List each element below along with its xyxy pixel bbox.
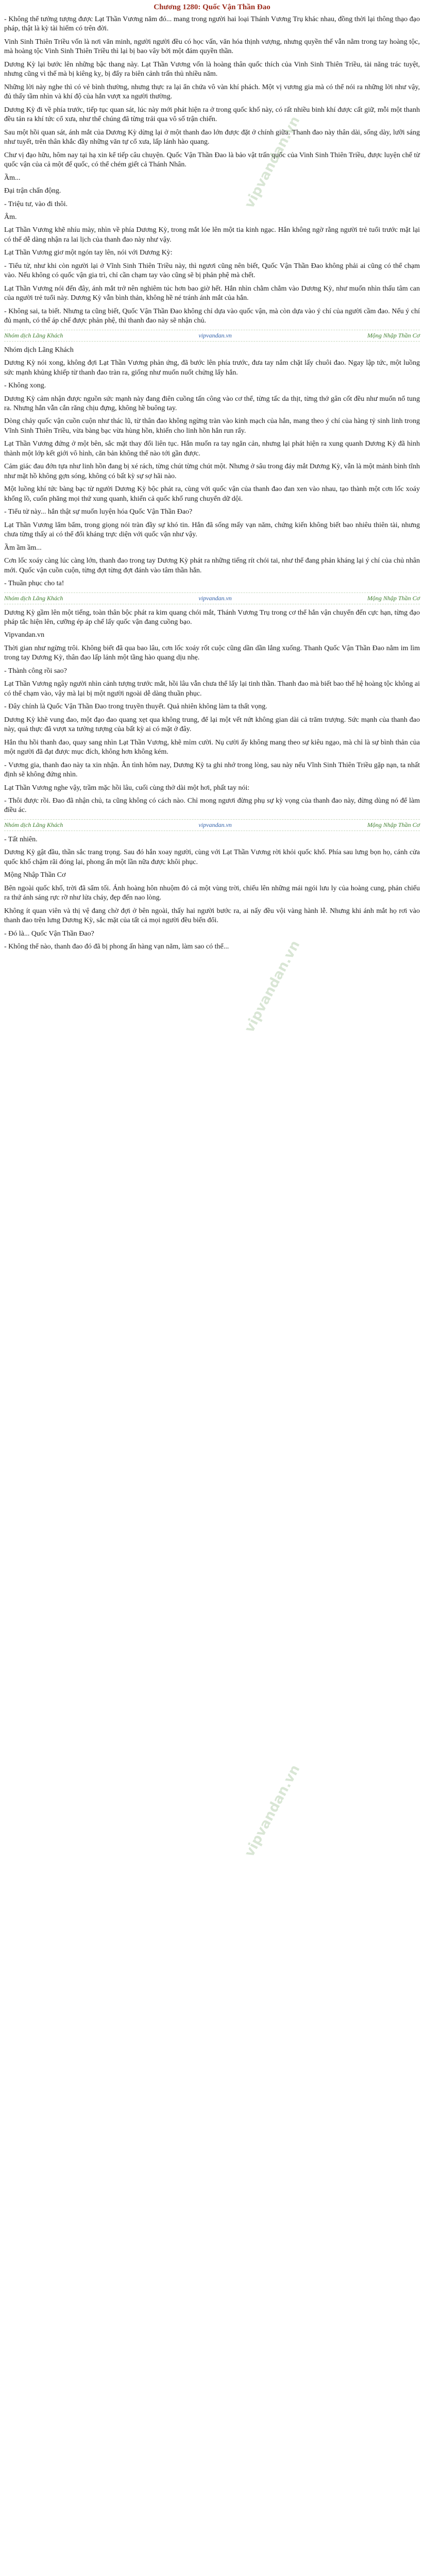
paragraph: Lạt Thần Vương nói đến đây, ánh mắt trở nên nghiêm túc hơn bao giờ hết. Hắn nhìn chằm chằm vào Dương Kỳ, như muốn nhìn thấu tâm can của người trẻ tuổi này. Dương Kỳ vẫn bình thản, không hề né tránh ánh mắt của hắn. [4, 284, 420, 302]
paragraph: Âm. [4, 213, 17, 221]
divider-center: vipvandan.vn [198, 594, 232, 602]
paragraph: Bên ngoài quốc khố, trời đã sẩm tối. Ánh hoàng hôn nhuộm đỏ cả một vùng trời, chiếu lên những mái ngói lưu ly của hoàng cung, phản chiếu ra thứ ánh sáng rực rỡ như lửa cháy, đẹp đến nao lòng. [4, 884, 420, 902]
paragraph: Vipvandan.vn [4, 631, 45, 639]
divider-left: Nhóm dịch Lãng Khách [4, 821, 63, 828]
paragraph: Cảm giác đau đớn tựa như linh hồn đang bị xé rách, từng chút từng chút một. Nhưng ở sâu trong đáy mắt Dương Kỳ, vẫn là một mảnh bình tĩnh như mặt hồ không gợn sóng, không có bất kỳ sự sợ hãi nào. [4, 463, 420, 480]
section-divider [4, 819, 420, 831]
paragraph: Nhóm dịch Lãng Khách [4, 346, 74, 354]
paragraph: - Thôi được rồi. Đao đã nhận chủ, ta cũng không có cách nào. Chỉ mong ngươi đừng phụ sự kỳ vọng của thanh đao này, đừng dùng nó để làm điều ác. [4, 797, 420, 815]
paragraph: Lạt Thần Vương lẩm bẩm, trong giọng nói tràn đầy sự khó tin. Hắn đã sống mấy vạn năm, chứng kiến không biết bao nhiêu thiên tài, nhưng chưa từng thấy ai có thể đối kháng trực diện với quốc vận như vậy. [4, 521, 420, 539]
paragraph: Ầm... [4, 174, 21, 182]
paragraph: Dương Kỳ cảm nhận được nguồn sức mạnh này đang điên cuồng tấn công vào cơ thể, từng tấc da thịt, từng thớ gân cốt đều như muốn nổ tung ra. Nhưng hắn vẫn cắn răng chịu đựng, không hề buông tay. [4, 395, 420, 412]
paragraph: Chư vị đạo hữu, hôm nay tại hạ xin kể tiếp câu chuyện. Quốc Vận Thần Đao là bảo vật trấn quốc của Vinh Sinh Thiên Triều, được luyện chế từ quốc vận của cả một đế quốc, có thể chém giết cả Thánh Nhân. [4, 151, 420, 169]
paragraph: - Tiểu tử, như khi còn người lại ở Vĩnh Sinh Thiên Triều này, thì ngươi cũng nên biết, Quốc Vận Thần Đao không phải ai cũng có thể chạm vào. Nếu không có quốc vận gia trì, chỉ cần chạm tay vào cũng sẽ bị phản phệ mà chết. [4, 262, 420, 280]
divider-right: Mộng Nhập Thần Cơ [367, 594, 420, 602]
paragraph: - Không xong. [4, 382, 46, 390]
paragraph: - Triệu tư, vào đi thôi. [4, 200, 68, 208]
paragraph: Lạt Thần Vương đứng ở một bên, sắc mặt thay đổi liên tục. Hắn muốn ra tay ngăn cản, nhưng lại phát hiện ra xung quanh Dương Kỳ đã hình thành một lớp kết giới vô hình, căn bản không thể nào tới gần được. [4, 440, 420, 457]
paragraph: Ầm ầm ầm... [4, 544, 42, 552]
paragraph: Lạt Thần Vương giơ một ngón tay lên, nói với Dương Kỳ: [4, 249, 173, 257]
watermark-text: vipvandan.vn [242, 938, 303, 1036]
paragraph: - Đó là... Quốc Vận Thần Đao? [4, 929, 94, 938]
paragraph: Sau một hồi quan sát, ánh mắt của Dương Kỳ dừng lại ở một thanh đao lớn được đặt ở chính giữa. Thanh đao này thân dài, sống dày, lưỡi sáng như tuyết, trên thân khắc đầy những văn tự cổ xưa, lấp lánh hào quang. [4, 128, 420, 146]
paragraph: Dương Kỳ lại bước lên những bậc thang này. Lạt Thần Vương vốn là hoàng thân quốc thích của Vinh Sinh Thiên Triều, tài năng trác tuyệt, nhưng cũng vì thế mà bị kiêng kỵ, bị đẩy ra biên cảnh trấn thủ nhiều năm. [4, 60, 420, 78]
divider-center: vipvandan.vn [198, 331, 232, 339]
paragraph: Lạt Thần Vương ngây người nhìn cảnh tượng trước mắt, hồi lâu vẫn chưa thể lấy lại tinh thần. Thanh đao mà biết bao thế hệ hoàng tộc không ai có thể chạm vào, vậy mà lại bị một người ngoài dễ dàng thuần phục. [4, 680, 420, 698]
paragraph: - Không sai, ta biết. Nhưng ta cũng biết, Quốc Vận Thần Đao không chỉ dựa vào quốc vận, mà còn dựa vào ý chí của người cầm đao. Nếu ý chí đủ mạnh, có thể áp chế được phản phệ, thì thanh đao này sẽ nhận chủ. [4, 307, 420, 325]
paragraph: Lạt Thần Vương nghe vậy, trầm mặc hồi lâu, cuối cùng thở dài một hơi, phất tay nói: [4, 784, 250, 792]
paragraph: Dương Kỳ gầm lên một tiếng, toàn thân bộc phát ra kim quang chói mắt, Thánh Vương Trụ trong cơ thể hắn vận chuyển đến cực hạn, từng đạo pháp tắc hiện lên, cưỡng ép áp chế lấy quốc vận đang cuồng bạo. [4, 608, 420, 626]
paragraph: - Tất nhiên. [4, 835, 38, 843]
chapter-title: Chương 1280: Quốc Vận Thần Đao [154, 3, 270, 11]
paragraph: - Vương gia, thanh đao này ta xin nhận. Ân tình hôm nay, Dương Kỳ ta ghi nhớ trong lòng, sau này nếu Vĩnh Sinh Thiên Triều gặp nạn, ta nhất định sẽ không đứng nhìn. [4, 761, 420, 779]
paragraph: Không ít quan viên và thị vệ đang chờ đợi ở bên ngoài, thấy hai người bước ra, ai nấy đều vội vàng hành lễ. Nhưng khi ánh mắt họ rơi vào thanh đao trên lưng Dương Kỳ, sắc mặt của tất cả mọi người đều biến đổi. [4, 907, 420, 925]
paragraph: Lạt Thần Vương khẽ nhíu mày, nhìn về phía Dương Kỳ, trong mắt lóe lên một tia kinh ngạc. Hắn không ngờ rằng người trẻ tuổi trước mặt lại có thể dễ dàng nhận ra lai lịch của thanh đao này như vậy. [4, 226, 420, 244]
paragraph: Hắn thu hồi thanh đao, quay sang nhìn Lạt Thần Vương, khẽ mỉm cười. Nụ cười ấy không mang theo sự kiêu ngạo, mà chỉ là sự bình thản của một người đã đạt được mục đích, không hơn không kém. [4, 738, 420, 756]
divider-right: Mộng Nhập Thần Cơ [367, 821, 420, 828]
paragraph: Dương Kỳ gật đầu, thần sắc trang trọng. Sau đó hắn xoay người, cùng với Lạt Thần Vương rời khỏi quốc khố. Phía sau lưng bọn họ, cánh cửa quốc khố chậm rãi đóng lại, phong ấn một lần nữa được khôi phục. [4, 849, 420, 866]
paragraph: - Không thể nào, thanh đao đó đã bị phong ấn hàng vạn năm, làm sao có thể... [4, 943, 229, 951]
paragraph: Một luồng khí tức bàng bạc từ người Dương Kỳ bộc phát ra, cùng với quốc vận của thanh đao đan xen vào nhau, tạo thành một cơn lốc xoáy khổng lồ, cuốn phăng mọi thứ xung quanh, khiến cả quốc khố rung chuyển dữ dội. [4, 485, 420, 503]
paragraph: - Tiểu tử này... hắn thật sự muốn luyện hóa Quốc Vận Thần Đao? [4, 508, 193, 516]
paragraph: Đại trận chấn động. [4, 187, 61, 195]
paragraph: Dòng chảy quốc vận cuồn cuộn như thác lũ, từ thân đao không ngừng tràn vào kinh mạch của hắn, mang theo ý chí của hàng tỷ sinh linh trong Vĩnh Sinh Thiên Triều, vừa bàng bạc vừa hùng hồn, khiến cho linh hồn hắn run rẩy. [4, 417, 420, 435]
divider-center: vipvandan.vn [198, 821, 232, 828]
watermark-text: vipvandan.vn [242, 113, 303, 211]
paragraph: Dương Kỳ khẽ vung đao, một đạo đao quang xẹt qua không trung, để lại một vết nứt không gian dài cả trăm trượng. Sức mạnh của thanh đao này, quả thực đã vượt xa tưởng tượng của bất kỳ ai có mặt ở đây. [4, 716, 420, 734]
section-divider [4, 592, 420, 604]
paragraph: - Đây chính là Quốc Vận Thần Đao trong truyền thuyết. Quả nhiên không làm ta thất vọng. [4, 703, 267, 711]
divider-left: Nhóm dịch Lãng Khách [4, 331, 63, 339]
divider-right: Mộng Nhập Thần Cơ [367, 331, 420, 339]
paragraph: Thời gian như ngừng trôi. Không biết đã qua bao lâu, cơn lốc xoáy rốt cuộc cũng dần dần lắng xuống. Thanh Quốc Vận Thần Đao nằm im lìm trong tay Dương Kỳ, thân đao lấp lánh một tầng hào quang dịu nhẹ. [4, 644, 420, 662]
paragraph: Dương Kỳ đi về phía trước, tiếp tục quan sát, lúc này mới phát hiện ra ở trong quốc khố này, có rất nhiều binh khí được cất giữ, mỗi một thanh đều tản ra khí tức cổ xưa, như thể chúng đã từng trải qua vô số trận chiến. [4, 106, 420, 124]
watermark-text: vipvandan.vn [242, 1762, 303, 1860]
paragraph: - Thành công rồi sao? [4, 667, 67, 675]
divider-left: Nhóm dịch Lãng Khách [4, 594, 63, 602]
paragraph: Mộng Nhập Thần Cơ [4, 871, 66, 879]
paragraph: - Thuần phục cho ta! [4, 580, 64, 588]
section-divider [4, 330, 420, 342]
paragraph: Những lời này nghe thì có vẻ bình thường, nhưng thực ra lại ẩn chứa vô vàn khí phách. Một vị vương gia mà có thể nói ra những lời như vậy, đủ thấy tầm nhìn và khí độ của hắn vượt xa người thường. [4, 83, 420, 101]
paragraph: Dương Kỳ nói xong, không đợi Lạt Thần Vương phản ứng, đã bước lên phía trước, đưa tay nắm chặt lấy chuôi đao. Ngay lập tức, một luồng sức mạnh khủng khiếp từ thanh đao tràn ra, giống như muốn nuốt chửng lấy hắn. [4, 359, 420, 377]
paragraph: Cơn lốc xoáy càng lúc càng lớn, thanh đao trong tay Dương Kỳ phát ra những tiếng rít chói tai, như thể đang phản kháng lại ý chí của chủ nhân mới. Quốc vận cuồn cuộn, từng đợt từng đợt đánh vào tâm thần hắn. [4, 557, 420, 574]
chapter-content [4, 15, 420, 952]
paragraph: - Không thể tưởng tượng được Lạt Thần Vương năm đó... mang trong người hai loại Thánh Vương Trụ khác nhau, đồng thời lại thông thạo đạo pháp, thật là kỳ tài hiếm có trên đời. [4, 15, 420, 33]
paragraph: Vinh Sinh Thiên Triều vốn là nơi văn minh, người người đều có học vấn, văn hóa thịnh vượng, nhưng quyền thế vẫn nằm trong tay hoàng tộc, mà hoàng tộc Vinh Sinh Thiên Triều thì lại bị bao vây bởi một đám quyền thần. [4, 38, 420, 56]
